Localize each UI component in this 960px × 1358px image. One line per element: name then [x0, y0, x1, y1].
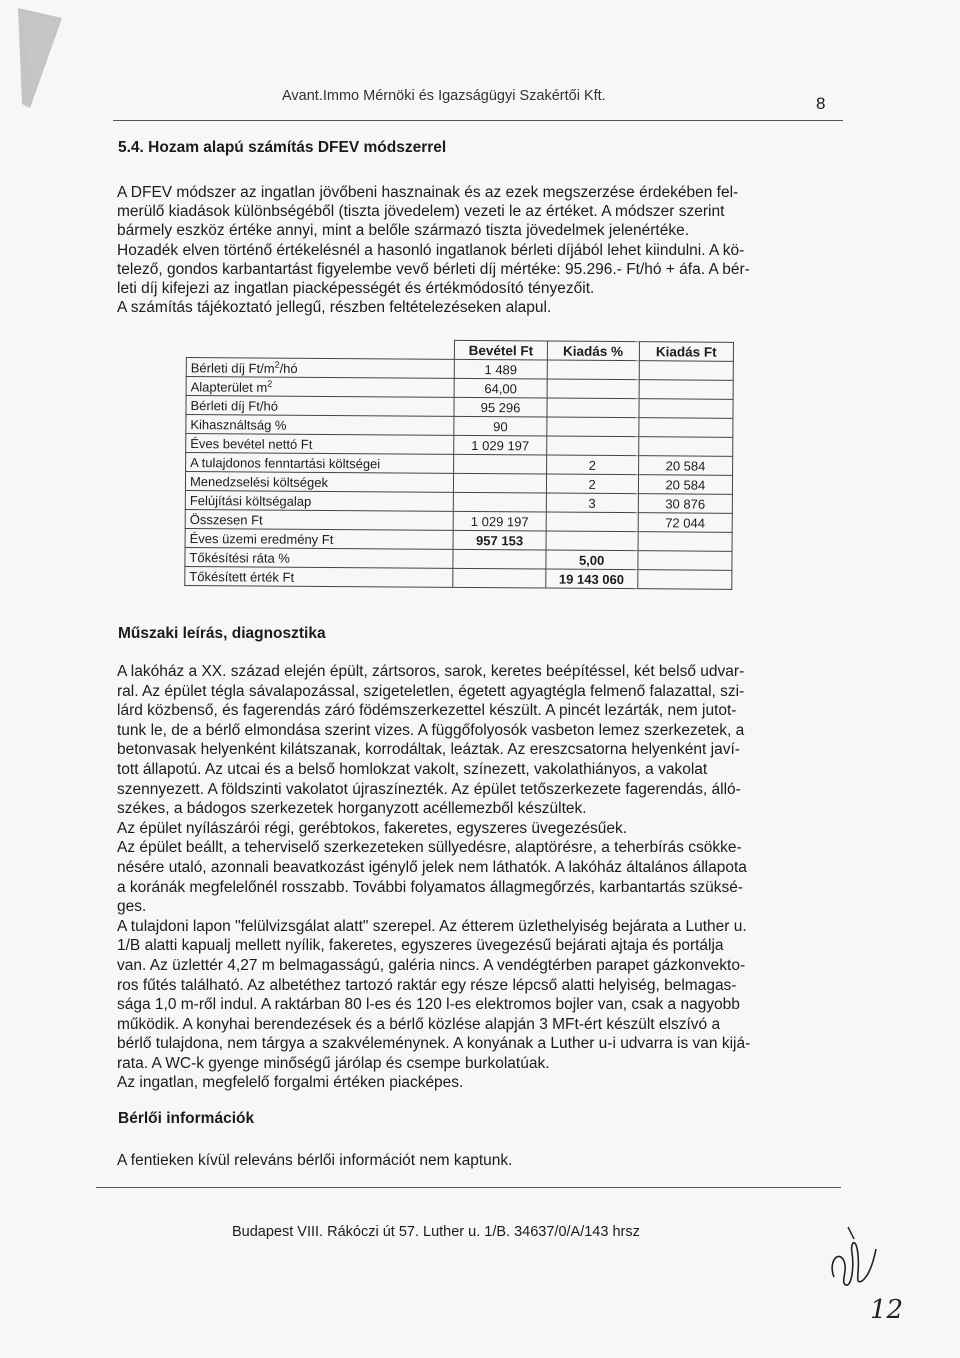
row-label: Alapterület m — [190, 379, 268, 395]
bevetel-cell: 90 — [454, 416, 546, 436]
text-line: székes, a bádogos szerkezetek horganyzott acéllemezből készültek. — [117, 800, 587, 818]
row-label: Tőkésítési ráta % — [185, 547, 454, 568]
tenant-text: A fentieken kívül releváns bérlői információt nem kaptunk. — [117, 1152, 513, 1169]
text-line: a koránák megfelelőnél rosszabb. További folyamatos állagmegőrzés, karbantartás szüksé- — [117, 878, 744, 896]
kiadas-ft-cell: 20 584 — [638, 475, 732, 495]
kiadas-ft-cell — [639, 418, 733, 438]
signature-mark — [810, 1225, 930, 1345]
bevetel-cell — [454, 473, 546, 493]
kiadas-pct-cell — [546, 417, 638, 437]
bevetel-cell: 957 153 — [453, 530, 545, 550]
text-line: leti díj kifejezi az ingatlan piacképességét és értékmódosító tényezőit. — [117, 280, 595, 298]
kiadas-pct-cell — [546, 531, 638, 551]
technical-paragraph — [117, 662, 827, 1093]
kiadas-pct-cell — [547, 360, 639, 380]
kiadas-ft-cell: 20 584 — [638, 456, 732, 476]
bevetel-cell: 1 029 197 — [454, 511, 546, 531]
text-line: működik. A konyhai berendezések és a bérlő közlése alapján 3 MFt-ért készült elszívó a — [117, 1015, 721, 1033]
technical-title: Műszaki leírás, diagnosztika — [118, 625, 326, 642]
valuation-table — [184, 338, 734, 590]
text-line: Hozadék elven történő értékelésnél a hasonló ingatlanok bérleti díjából lehet kiindulni. A kö- — [117, 241, 745, 259]
text-line: merülő kiadások különbségéből (tiszta jövedelem) vezeti le az értéket. A módszer szerint — [117, 203, 725, 221]
bevetel-cell — [454, 492, 546, 512]
footer-address: Budapest VIII. Rákóczi út 57. Luther u. 1/B. 34637/0/A/143 hrsz — [232, 1224, 640, 1240]
bevetel-cell: 95 296 — [454, 397, 546, 417]
bevetel-cell — [454, 454, 546, 474]
row-label: Tőkésített érték Ft — [185, 566, 454, 587]
kiadas-ft-cell — [639, 361, 733, 381]
row-label-sup: 2 — [267, 378, 273, 389]
header-kiadas-pct: Kiadás % — [547, 341, 639, 361]
tenant-title: Bérlői információk — [118, 1110, 255, 1127]
kiadas-ft-cell — [639, 399, 733, 419]
text-line: Az épület beállt, a teherviselő szerkezeteken süllyedésre, alaptörésre, a teherbírás csökke- — [117, 839, 742, 857]
kiadas-pct-cell: 19 143 060 — [545, 569, 637, 589]
kiadas-ft-cell — [638, 437, 732, 457]
text-line: ral. Az épület tégla sávalapozással, szigeteletlen, égetett agyagtégla felmenő falazattal, szi- — [117, 682, 745, 700]
row-label: Összesen Ft — [185, 509, 454, 530]
kiadas-pct-cell — [547, 398, 639, 418]
text-line: bármely eszköz értéke annyi, mint a belőle származó tiszta jövedelmek jelenértéke. — [117, 222, 690, 240]
table-row — [185, 566, 732, 589]
company-header: Avant.Immo Mérnöki és Igazságügyi Szakértői Kft. — [282, 88, 606, 104]
scan-artifact — [0, 0, 70, 110]
bevetel-cell: 1 029 197 — [454, 435, 546, 455]
header-divider — [113, 120, 843, 121]
text-line: tunk le, de a bérlő elmondása szerint vizes. A függőfolyosók vasbeton lemez szerkezetek, a — [117, 721, 745, 739]
page-number: 8 — [816, 94, 826, 113]
header-bevetel: Bevétel Ft — [455, 340, 547, 360]
row-label: Éves bevétel nettó Ft — [186, 434, 455, 455]
row-label-suffix: /hó — [279, 360, 298, 376]
text-line: Az ingatlan, megfelelő forgalmi értéken piacképes. — [117, 1074, 464, 1092]
intro-paragraph — [117, 183, 817, 317]
kiadas-ft-cell: 30 876 — [638, 494, 732, 514]
kiadas-ft-cell: 72 044 — [638, 513, 732, 533]
kiadas-pct-cell: 2 — [546, 455, 638, 475]
text-line: van. Az üzlettér 4,27 m belmagasságú, galéria nincs. A vendégtérben parapet gázkonvekto- — [117, 956, 746, 974]
text-line: Az épület nyílászárói régi, gerébtokos, fakeretes, egyszeres üvegezésűek. — [117, 819, 628, 837]
text-line: sága 1,0 m-ről indul. A raktárban 80 l-es és 120 l-es elektromos bojler van, csak a nagyobb — [117, 996, 740, 1014]
kiadas-pct-cell — [546, 512, 638, 532]
header-kiadas-ft: Kiadás Ft — [639, 342, 733, 362]
kiadas-pct-cell — [547, 379, 639, 399]
text-line: A lakóház a XX. század elején épült, zártsoros, sarok, keretes beépítéssel, két belső udvar- — [117, 663, 745, 680]
kiadas-pct-cell: 5,00 — [545, 550, 637, 570]
text-line: A számítás tájékoztató jellegű, részben feltételezéseken alapul. — [117, 299, 552, 317]
text-line: szennyezett. A földszinti vakolatot újraszínezték. Az épület tetőszerkezete fagerendás, álló- — [117, 780, 741, 798]
row-label: A tulajdonos fenntartási költségei — [186, 453, 455, 474]
text-line: A tulajdoni lapon "felülvizsgálat alatt" szerepel. Az étterem üzlethelyiség bejárata a Luther u. — [117, 917, 747, 935]
kiadas-ft-cell — [638, 532, 732, 552]
text-line: A DFEV módszer az ingatlan jövőbeni hasznainak és az ezek megszerzése érdekében fel- — [117, 184, 739, 201]
text-line: bérlő tulajdona, nem tárgya a szakvéleménynek. A konyának a Luther u-i udvarra is van kijá- — [117, 1035, 751, 1053]
row-label-sup: 2 — [274, 359, 280, 370]
row-label: Kihasználtság % — [186, 415, 455, 436]
text-line: lárd közbenső, és fagerendás záró födémszerkezettel készült. A pincét lezárták, nem jutot- — [117, 702, 737, 720]
footer-divider — [96, 1187, 841, 1188]
text-line: betonvasak helyenként kilátszanak, korrodáltak, leáztak. Az ereszcsatorna helyenként javí- — [117, 741, 740, 759]
text-line: nésére utaló, azonnali beavatkozást igénylő jelek nem láthatók. A lakóház általános állapota — [117, 858, 747, 876]
text-line: ros fűtés található. Az albetéthez tartozó raktár egy része lépcső alatti helyiség, belmagas- — [117, 976, 737, 994]
section-title: 5.4. Hozam alapú számítás DFEV módszerrel — [118, 139, 447, 156]
bevetel-cell: 1 489 — [455, 359, 547, 379]
kiadas-ft-cell — [638, 570, 732, 590]
kiadas-pct-cell: 2 — [546, 474, 638, 494]
kiadas-ft-cell — [639, 380, 733, 400]
text-line: tott állapotú. Az utcai és a belső homlokzat vakolt, színezett, vakolathiányos, a vakolat — [117, 760, 708, 778]
bevetel-cell: 64,00 — [455, 378, 547, 398]
page-mark-handwritten: 12 — [870, 1295, 904, 1325]
text-line: ges. — [117, 898, 147, 916]
row-label: Bérleti díj Ft/m — [190, 360, 275, 376]
kiadas-ft-cell — [638, 551, 732, 571]
bevetel-cell — [453, 568, 545, 588]
row-label: Éves üzemi eredmény Ft — [185, 528, 454, 549]
kiadas-pct-cell: 3 — [546, 493, 638, 513]
row-label: Menedzselési költségek — [185, 472, 454, 493]
row-label: Bérleti díj Ft/hó — [186, 396, 455, 417]
row-label: Felújítási költségalap — [185, 490, 454, 511]
kiadas-pct-cell — [546, 436, 638, 456]
text-line: telező, gondos karbantartást figyelembe vevő bérleti díj mértéke: 95.296.- Ft/hó + áfa. A bér- — [117, 260, 750, 278]
bevetel-cell — [453, 549, 545, 569]
text-line: 1/B alatti kapualj mellett nyílik, fakeretes, egyszeres üvegezésű bejárati ajtaja és portálja — [117, 937, 724, 955]
text-line: rata. A WC-k gyenge minőségű járólap és csempe burkolatúak. — [117, 1054, 550, 1072]
